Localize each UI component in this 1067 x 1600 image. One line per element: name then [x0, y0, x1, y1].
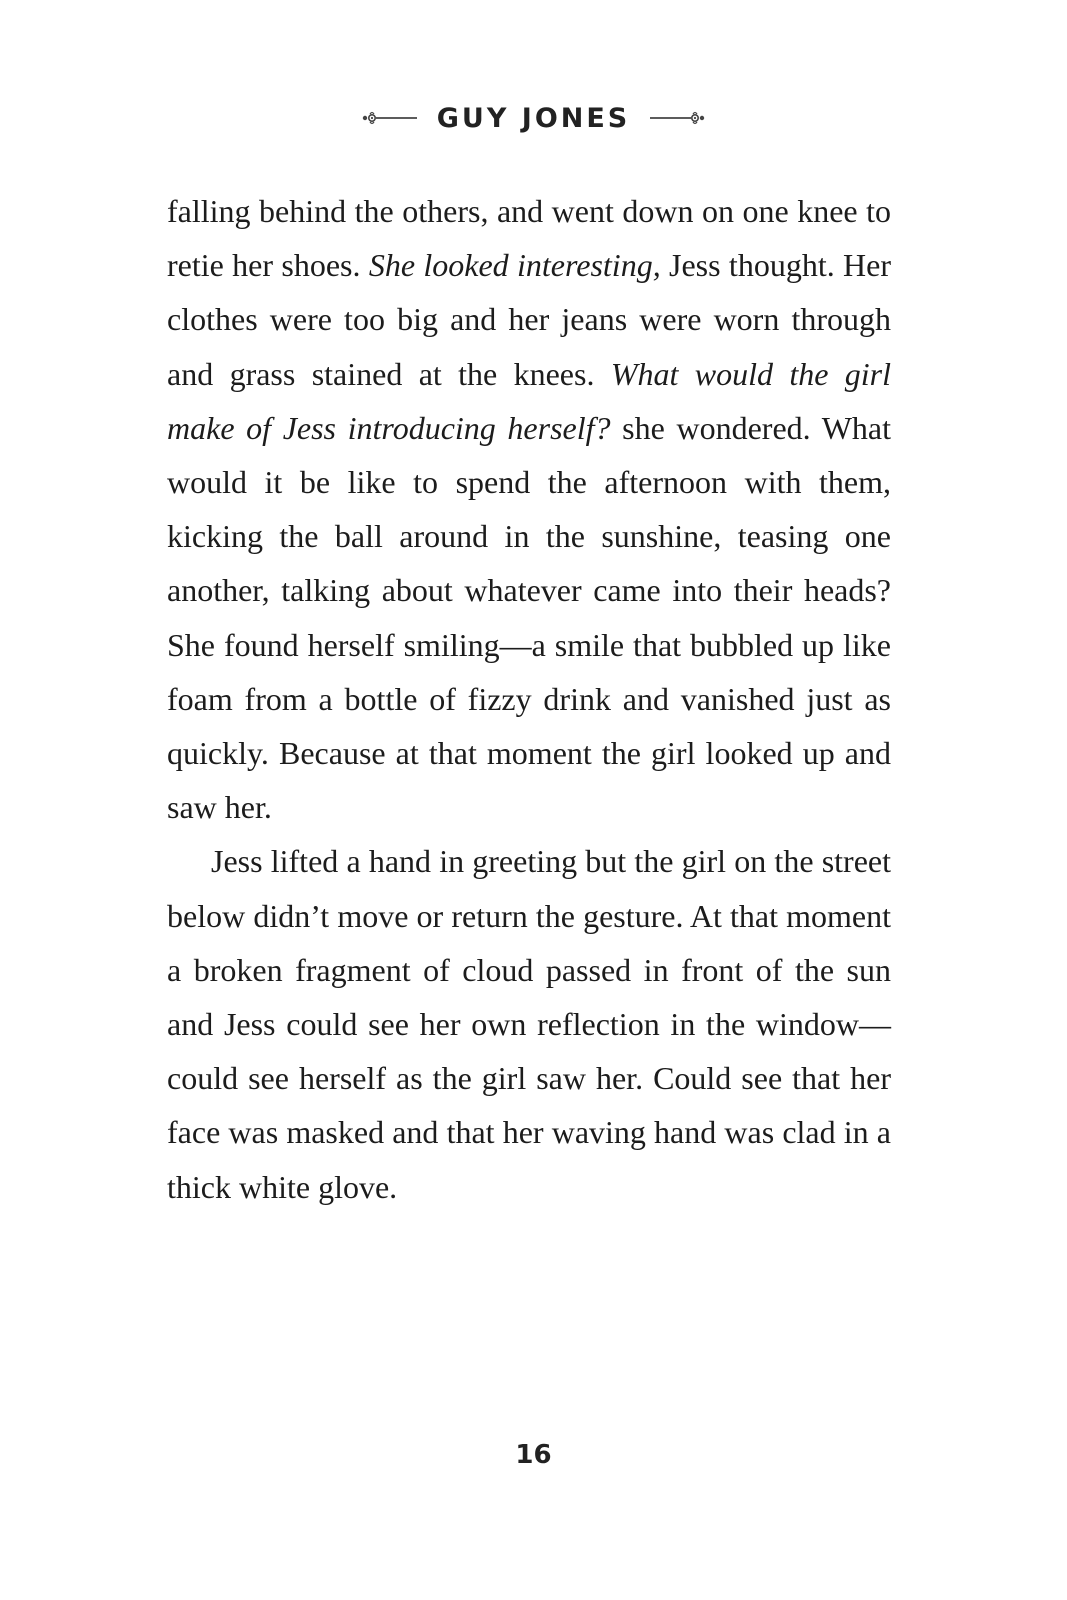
paragraph-1-segment-1: falling behind the others, and went down on one knee to retie her shoes. — [167, 193, 891, 284]
paragraph-2: Jess lifted a hand in greeting but the girl on the street below didn’t move or return the gesture. At that moment a broken fragment of cloud passed in front of the sun and Jess could see her own reflection in the window—could see herself as the girl saw her. Could see that her face was masked and that her waving hand was clad in a thick white glove. — [167, 843, 891, 1205]
running-head — [0, 96, 1067, 140]
running-head-title: GUY JONES — [436, 102, 631, 134]
paragraph-1-segment-3: Jess thought. Her clothes were too big and her jeans were worn through and grass stained at the knees. — [167, 247, 892, 392]
paragraph-1-italic-1: She looked interesting, — [368, 247, 661, 284]
paragraph-1-italic-2: What would the girl make of Jess introducing herself? — [167, 355, 891, 446]
paragraph-continued — [167, 184, 891, 834]
page-number: 16 — [515, 1440, 552, 1470]
right-flourish-icon — [648, 108, 706, 128]
body-text — [167, 184, 891, 1214]
paragraph-1-segment-5: she wondered. What would it be like to spend the afternoon with them, kicking the ball around in the sunshine, teasing one another, talking about whatever came into their heads? She found herself smiling—a smile that bubbled up like foam from a bottle of fizzy drink and vanished just as quickly. Because at that moment the girl looked up and saw her. — [167, 409, 892, 826]
left-flourish-icon — [361, 108, 419, 128]
